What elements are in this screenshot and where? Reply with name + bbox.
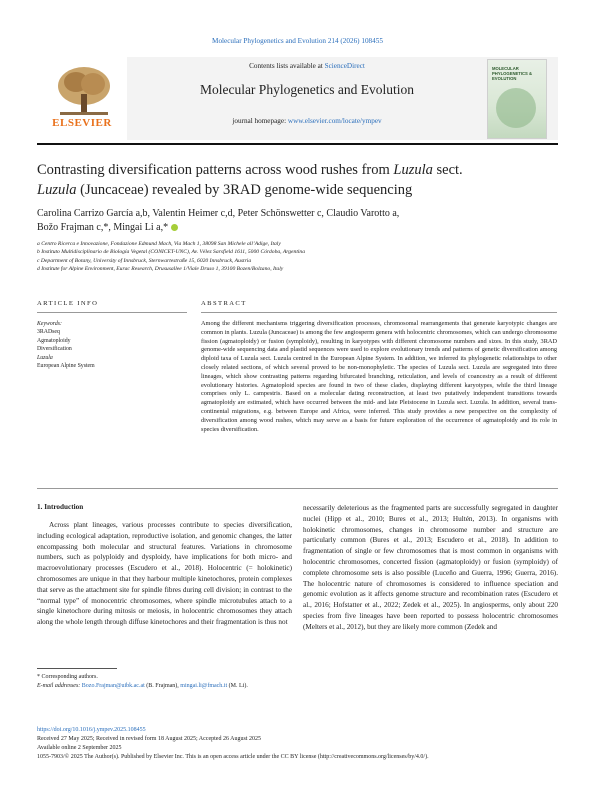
- homepage-prefix: journal homepage:: [232, 117, 288, 125]
- email-label: E-mail addresses:: [37, 683, 82, 689]
- journal-reference[interactable]: Molecular Phylogenetics and Evolution 214 (2026) 108455: [212, 37, 383, 45]
- corresponding-note: * Corresponding authors.: [37, 674, 98, 680]
- title-part: (Juncaceae) revealed by 3RAD genome-wide sequencing: [76, 182, 413, 198]
- authors-line-1[interactable]: Carolina Carrizo García a,b, Valentin Heimer c,d, Peter Schönswetter c, Claudio Varotto a,: [37, 208, 400, 219]
- title-part: Contrasting diversification patterns across wood rushes from: [37, 162, 394, 178]
- contents-line: [130, 62, 484, 70]
- affiliation-a: a Centro Ricerca e Innovazione, Fondazione Edmund Mach, Via Mach 1, 38098 San Michele all’Adige, Italy: [37, 241, 281, 247]
- title-part: sect.: [432, 162, 463, 178]
- affiliation-b: b Instituto Multidisciplinario de Biología Vegetal (CONICET-UNC), Av. Vélez Sarsfield 1611, 5000 Córdoba, Argentina: [37, 249, 306, 256]
- email-name: (B. Frajman),: [144, 683, 181, 689]
- affiliation-c: c Department of Botany, University of Innsbruck, Sternwartestraße 15, 6020 Innsbruck, Austria: [37, 257, 252, 264]
- footnote-rule: [37, 668, 117, 669]
- email-link-li[interactable]: mingai.li@fmach.it: [180, 683, 228, 689]
- license-line[interactable]: 1055-7903/© 2025 The Author(s). Published by Elsevier Inc. This is an open access article under the CC BY license (http://creativecommons.org/licenses/by/4.0/).: [37, 754, 429, 760]
- affiliation-d: d Institute for Alpine Environment, Eurac Research, Drususallee 1/Viale Druso 1, 39100 Bozen/Bolzano, Italy: [37, 266, 284, 273]
- title-genus: Luzula: [393, 162, 433, 178]
- keyword: Luzula: [37, 354, 53, 361]
- abstract-rule: [201, 312, 557, 313]
- sciencedirect-link[interactable]: ScienceDirect: [324, 62, 365, 70]
- email-link-frajman[interactable]: Bozo.Frajman@uibk.ac.at: [81, 683, 145, 689]
- header-rule: [37, 143, 558, 145]
- abstract-text: Among the different mechanisms triggering diversification processes, chromosomal rearrangements that generate karyotypic changes are common in plants. Luzula (Juncaceae) is among the few angiosperm genera with holocentric chromosomes, which can undergo chromosome fission (agmatoploidy) or fusion (symploidy), resulting in karyotypes with different chromosome numbers and sizes. In this study, 3RAD genome-wide sequencing data and plastid sequences were used to explore evolutionary trends and patterns of genetic diversification among diploid taxa of Luzula sect. Luzula centred in the European Alpine System. In addition, we inferred its phylogenetic relationships to other closely related sections, of which several proved to be non-monophyletic. The species of Luzula sect. Luzula are segregated into three lineages, which show contrasting patterns regarding bifurcated branching, reticulation, and levels of coancestry as a result of different evolutionary histories. Agmatoploid species are found in two of these clades, displaying different karyotypes, while the third lineage comprises only L. campestris. Based on a molecular dating reconstruction, at least two putatively independent transitions towards agmatoploidy are estimated, which have occurred between the mid- and late Pleistocene in Luzula sect. Luzula. In addition, several trans-continental migrations, e.g. between Europe and Africa, were inferred. This study provides a new perspective on the complexity of diversification among wood rushes, which may serve as a basis for future exploration of the occurrence of agmatoploidy and its role in species diversification.: [201, 320, 557, 433]
- orcid-icon[interactable]: [171, 224, 178, 231]
- keyword: European Alpine System: [37, 363, 95, 370]
- cover-graphic: [496, 88, 536, 128]
- available-online: Available online 2 September 2025: [37, 745, 122, 751]
- keywords-label: Keywords:: [37, 321, 62, 327]
- cover-title: MOLECULAR PHYLOGENETICS & EVOLUTION: [492, 66, 533, 81]
- keywords-block: [37, 320, 187, 370]
- abstract-bottom-rule: [37, 488, 558, 489]
- email-name: (M. Li).: [227, 683, 248, 689]
- intro-left-column: Across plant lineages, various processes contribute to species diversification, including ecological adaptation, reproductive isolation, and genomic changes, the latter encompassing both molecular and structural features. Variations in chromosome numbers, such as polyploidy and dysploidy, have implications for both micro- and macroevolutionary processes (Escudero et al., 2018). Holocentric (= holokinetic) chromosomes are unique in that they harbour multiple kinetochores, protein complexes that serve as the attachment site for spindle fibres during cell division; in contrast to the “normal type” of monocentric chromosomes, where spindle microtubules attach to a single kinetochore during mitosis or meiosis, in holocentric chromosomes they attach along the whole length through diffuse kinetochores and their fragmentation is thus not: [37, 521, 292, 627]
- homepage-link[interactable]: www.elsevier.com/locate/ympev: [287, 117, 382, 125]
- journal-title: Molecular Phylogenetics and Evolution: [199, 82, 415, 97]
- authors-line-2-text[interactable]: Božo Frajman c,*, Mingai Li a,*: [37, 222, 169, 233]
- received-dates: Received 27 May 2025; Received in revised form 18 August 2025; Accepted 26 August 2025: [37, 736, 261, 742]
- homepage-line: [130, 117, 484, 125]
- article-info-heading: ARTICLE INFO: [37, 300, 99, 307]
- contents-prefix: Contents lists available at: [249, 62, 325, 70]
- affiliations: [37, 240, 567, 274]
- article-info-rule: [37, 312, 187, 313]
- article-title: [37, 160, 567, 200]
- doi-link[interactable]: https://doi.org/10.1016/j.ympev.2025.108455: [37, 727, 146, 733]
- authors-line-2[interactable]: [37, 221, 567, 235]
- publisher-logo: ELSEVIER: [52, 117, 112, 129]
- section-heading-introduction: 1. Introduction: [37, 503, 84, 511]
- intro-right-column: necessarily deleterious as the fragmented parts are successfully segregated in daughter nuclei (Hipp et al., 2010; Bures et al., 2013; Hultén, 2013). In organisms with holokinetic chromosomes, changes in chromosome number and structure are particularly common (Bures et al., 2013; Escudero et al., 2018). In addition to fragmentation of single or few chromosomes that is most common in organisms with holocentric chromosomes, concerted fission (agmatoploidy) or fusion (symploidy) of complete chromosome sets is also possible (Luceño and Guerra, 1996; Guerra, 2016). The holocentric nature of chromosomes is considered to influence speciation and genomic evolution as it affects genome structure and recombination rates (Escudero et al., 2016; Hofstatter et al., 2022; Zedek et al., 2025). In angiosperms, only about 220 species from five lineages have been reported to possess holocentric chromosomes (Melters et al., 2012), but they are likely more common (Zedek and: [303, 504, 558, 631]
- keyword: 3RADseq: [37, 329, 60, 336]
- article-history: [37, 726, 558, 762]
- keyword: Agmatoploidy: [37, 337, 71, 344]
- title-genus: Luzula: [37, 182, 77, 198]
- journal-cover-image[interactable]: [487, 59, 547, 139]
- elsevier-tree-logo: [46, 64, 122, 118]
- footnote: [37, 673, 558, 691]
- email-line: [37, 682, 558, 691]
- author-list: [37, 207, 567, 235]
- abstract-heading: ABSTRACT: [201, 300, 247, 307]
- keyword: Diversification: [37, 346, 72, 353]
